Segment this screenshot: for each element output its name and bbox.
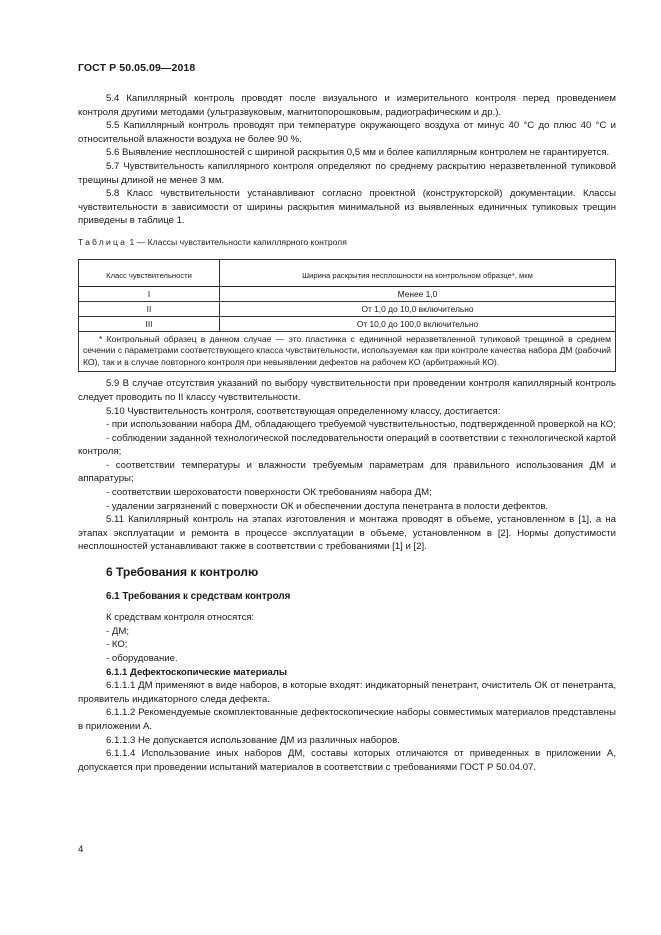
table-cell-width: Менее 1,0	[220, 286, 616, 301]
table-header-class: Класс чувствительности	[79, 259, 220, 286]
paragraph-6-1-1-2: 6.1.1.2 Рекомендуемые скомплектованные дефектоскопические наборы совместимых материалов представлены в приложении А.	[78, 707, 616, 732]
list-item: - ДМ;	[106, 625, 130, 637]
table-cell-width: От 10,0 до 100,0 включительно	[220, 316, 616, 331]
paragraph-5-4: 5.4 Капиллярный контроль проводят после визуального и измерительного контроля перед проведением контроля другими методами (ультразвуковым, магнитопорошковым, радиографическим и др.).	[78, 93, 616, 118]
list-item: - соответствии шероховатости поверхности ОК требованиям набора ДМ;	[106, 487, 432, 499]
table-footnote: * Контрольный образец в данном случае — это пластинка с единичной неразветвленной тупиковой трещиной в среднем сечении с параметрами соответствующего класса чувствительности, используемая как при контроле качества набора ДМ (рабочий КО), так и в случае повторного контроля при невыявлении дефектов на рабочем КО (арбитражный КО).	[79, 331, 616, 372]
table-cell-class: III	[79, 316, 220, 331]
paragraph-5-11: 5.11 Капиллярный контроль на этапах изготовления и монтажа проводят в объеме, установленном в [1], а на этапах эксплуатации и ремонта в процессе эксплуатации в объеме, установленном в [2]. Нормы допустимости несплошностей устанавливают также в соответствии с требованиями [1] и [2].	[78, 514, 616, 553]
list-item: - при использовании набора ДМ, обладающего требуемой чувствительностью, подтвержденной проверкой на КО;	[106, 419, 616, 431]
table-header-row	[79, 259, 616, 286]
table-cell-class: II	[79, 301, 220, 316]
table-caption-prefix: Таблица	[78, 236, 128, 247]
sensitivity-table	[78, 259, 616, 373]
list-item: - КО;	[106, 639, 128, 651]
paragraph-5-6: 5.6 Выявление несплошностей с шириной раскрытия 0,5 мм и более капиллярным контролем не гарантируется.	[106, 147, 610, 159]
paragraph-6-1-intro: К средствам контроля относятся:	[106, 612, 255, 624]
table-caption-text: 1 — Классы чувствительности капиллярного контроля	[127, 236, 347, 247]
list-item: - удалении загрязнений с поверхности ОК и обеспечении доступа пенетранта в полости дефектов.	[106, 500, 549, 512]
paragraph-5-8: 5.8 Класс чувствительности устанавливают согласно проектной (конструкторской) документации. Классы чувствительности в зависимости от ширины раскрытия минимальной из выявленных единичных тупиковых трещин приведены в таблице 1.	[78, 188, 616, 227]
document-header: ГОСТ Р 50.05.09—2018	[78, 62, 196, 74]
list-item: - соответствии температуры и влажности требуемым параметрам для правильного использования ДМ и аппаратуры;	[78, 459, 616, 485]
paragraph-5-5: 5.5 Капиллярный контроль проводят при температуре окружающего воздуха от минус 40 °С до плюс 40 °С и относительной влажности воздуха не более 90 %.	[78, 120, 616, 145]
paragraph-6-1-1-4: 6.1.1.4 Использование иных наборов ДМ, составы которых отличаются от приведенных в приложении А, допускается при проведении испытаний материалов в соответствии с требованиями ГОСТ Р 50.04.07.	[78, 748, 616, 773]
table-cell-width: От 1,0 до 10,0 включительно	[220, 301, 616, 316]
section-6-1-heading: 6.1 Требования к средствам контроля	[106, 590, 291, 602]
list-item: - соблюдении заданной технологической последовательности операций в соответствии с технологической картой контроля;	[78, 432, 616, 458]
table-caption	[78, 236, 616, 250]
paragraph-5-9: 5.9 В случае отсутствия указаний по выбору чувствительности при проведении контроля капиллярный контроль следует проводить по II классу чувствительности.	[78, 378, 616, 403]
section-6-heading: 6 Требования к контролю	[106, 565, 259, 580]
table-row	[79, 286, 616, 301]
section-6-1-1-heading: 6.1.1 Дефектоскопические материалы	[106, 666, 288, 678]
paragraph-6-1-1-1: 6.1.1.1 ДМ применяют в виде наборов, в которые входят: индикаторный пенетрант, очиститель ОК от пенетранта, проявитель индикаторного следа дефекта.	[78, 680, 616, 705]
table-cell-class: I	[79, 286, 220, 301]
table-note-row	[79, 331, 616, 372]
paragraph-5-10: 5.10 Чувствительность контроля, соответствующая определенному классу, достигается:	[106, 405, 501, 417]
table-row	[79, 301, 616, 316]
table-row	[79, 316, 616, 331]
table-header-width: Ширина раскрытия несплошности на контрольном образце*, мкм	[220, 259, 616, 286]
list-item: - оборудование.	[106, 653, 178, 664]
paragraph-6-1-1-3: 6.1.1.3 Не допускается использование ДМ из различных наборов.	[106, 734, 400, 746]
document-body	[78, 92, 616, 774]
paragraph-5-7: 5.7 Чувствительность капиллярного контроля определяют по среднему раскрытию неразветвленной тупиковой трещины длиной не менее 3 мм.	[78, 160, 616, 186]
page-number: 4	[78, 844, 84, 855]
